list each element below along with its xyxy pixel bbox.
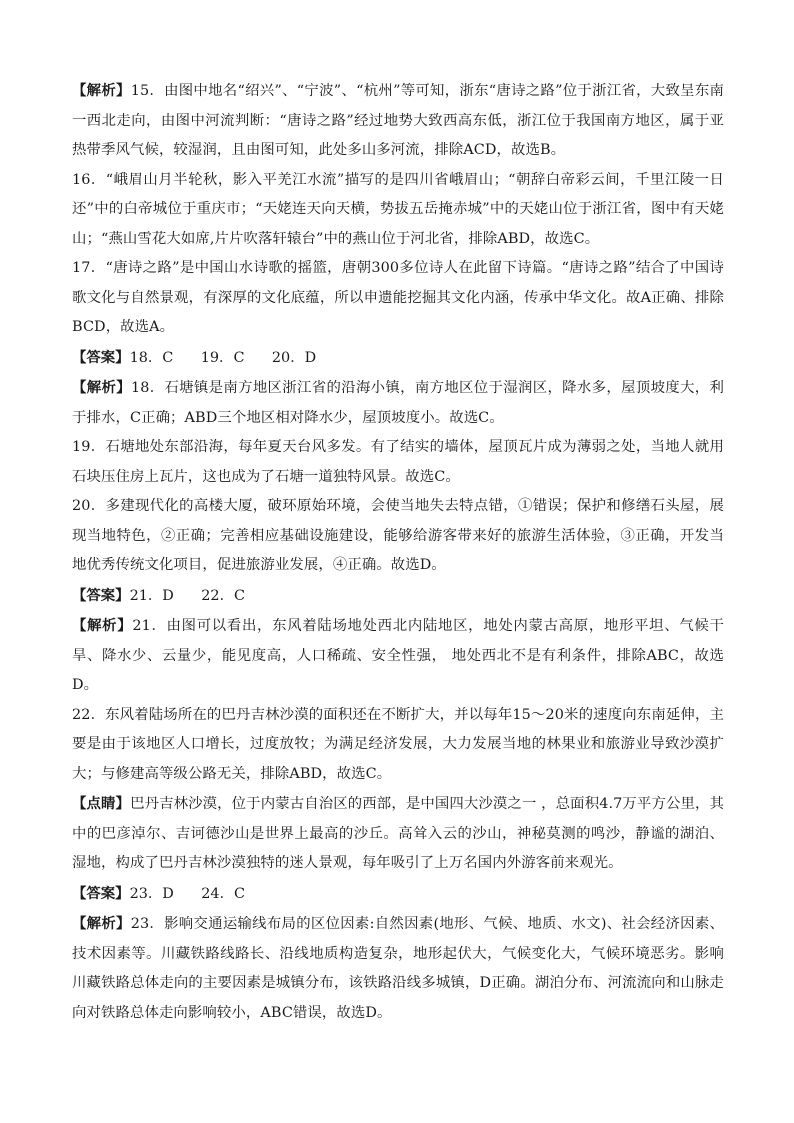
paragraph-22 xyxy=(72,701,724,790)
paragraph-text: 16．“峨眉山月半轮秋，影入平羌江水流”描写的是四川省峨眉山；“朝辞白帝彩云间，千里江陵一日还”中的白帝城位于重庆市；“天姥连天向天横，势拔五岳掩赤城”中的天姥山位于浙江省，图中有天姥山；“燕山雪花大如席,片片吹落轩辕台”中的燕山位于河北省，排除ABD，故选C。 xyxy=(72,171,724,247)
document-body xyxy=(72,76,724,1028)
comment-tag: 【点睛】 xyxy=(72,795,131,812)
paragraph-text: 21．由图可以看出，东风着陆场地处西北内陆地区，地处内蒙古高原，地形平坦、气候干旱、降水少、云量少，能见度高，人口稀疏、安全性强， 地处西北不是有利条件，排除ABC，故选D。 xyxy=(72,618,724,693)
answer-tag: 【答案】 xyxy=(72,348,130,366)
answer-tag: 【答案】 xyxy=(72,586,130,604)
paragraph-16 xyxy=(72,166,724,255)
paragraph-text: 17．“唐诗之路”是中国山水诗歌的摇篮，唐朝300多位诗人在此留下诗篇。“唐诗之路”结合了中国诗歌文化与自然景观，有深厚的文化底蕴，所以申遗能挖掘其文化内涵，传承中华文化。故A正确、排除BCD，故选A。 xyxy=(72,260,724,335)
paragraph-20 xyxy=(72,492,724,581)
paragraph-text: 15．由图中地名“绍兴”、“宁波”、“杭州”等可知，浙东“唐诗之路”位于浙江省，大致呈东南一西北走向，由图中河流判断：“唐诗之路”经过地势大致西高东低，浙江位于我国南方地区，属于亚热带季风气候，较湿润，且由图可知，此处多山多河流，排除ACD，故选B。 xyxy=(72,83,724,158)
paragraph-text: 19．石塘地处东部沿海，每年夏天台风多发。有了结实的墙体，屋顶瓦片成为薄弱之处，当地人就用石块压住房上瓦片，这也成为了石塘一道独特风景。故选C。 xyxy=(72,439,724,485)
answer-line-21-22 xyxy=(72,581,724,612)
paragraph-19 xyxy=(72,433,724,492)
paragraph-text: 22．东风着陆场所在的巴丹吉林沙漠的面积还在不断扩大，并以每年15～20米的速度向东南延伸，主要是由于该地区人口增长，过度放牧；为满足经济发展，大力发展当地的林果业和旅游业导致沙漠扩大；与修建高等级公路无关，排除ABD，故选C。 xyxy=(72,706,724,782)
answer-line-18-20 xyxy=(72,343,724,374)
analysis-paragraph-15 xyxy=(72,76,724,166)
answer-text: 18．C 19．C 20．D xyxy=(129,349,317,366)
answer-tag: 【答案】 xyxy=(72,884,130,902)
answer-text: 23．D 24．C xyxy=(129,885,245,902)
analysis-paragraph-18 xyxy=(72,373,724,433)
analysis-paragraph-23 xyxy=(72,909,724,1028)
paragraph-text: 巴丹吉林沙漠，位于内蒙古自治区的西部，是中国四大沙漠之一 ，总面积4.7万平方公里，其中的巴彦淖尔、吉诃德沙山是世界上最高的沙丘。高耸入云的沙山，神秘莫测的鸣沙，静谧的湖泊、湿地，构成了巴丹吉林沙漠独特的迷人景观，每年吸引了上万名国内外游客前来观光。 xyxy=(72,796,724,871)
comment-paragraph xyxy=(72,789,724,879)
answer-text: 21．D 22．C xyxy=(129,587,245,604)
paragraph-text: 23．影响交通运输线布局的区位因素:自然因素(地形、气候、地质、水文)、社会经济因素、技术因素等。川藏铁路线路长、沿线地质构造复杂，地形起伏大，气候变化大，气候环境恶劣。影响川藏铁路总体走向的主要因素是城镇分布，该铁路沿线多城镇，D正确。湖泊分布、河流流向和山脉走向对铁路总体走向影响较小，ABC错误，故选D。 xyxy=(72,916,724,1021)
paragraph-17 xyxy=(72,254,724,343)
analysis-tag: 【解析】 xyxy=(72,379,131,396)
analysis-tag: 【解析】 xyxy=(72,915,131,932)
answer-line-23-24 xyxy=(72,879,724,910)
analysis-tag: 【解析】 xyxy=(72,82,131,99)
analysis-paragraph-21 xyxy=(72,611,724,701)
analysis-tag: 【解析】 xyxy=(72,617,133,634)
paragraph-text: 20．多建现代化的高楼大厦，破环原始环境，会使当地失去特点错，①错误；保护和修缮石头屋，展现当地特色，②正确；完善相应基础设施建设，能够给游客带来好的旅游生活体验，③正确，开发当地优秀传统文化项目，促进旅游业发展，④正确。故选D。 xyxy=(72,498,724,573)
paragraph-text: 18．石塘镇是南方地区浙江省的沿海小镇，南方地区位于湿润区，降水多，屋顶坡度大，利于排水，C正确；ABD三个地区相对降水少，屋顶坡度小。故选C。 xyxy=(72,380,724,426)
